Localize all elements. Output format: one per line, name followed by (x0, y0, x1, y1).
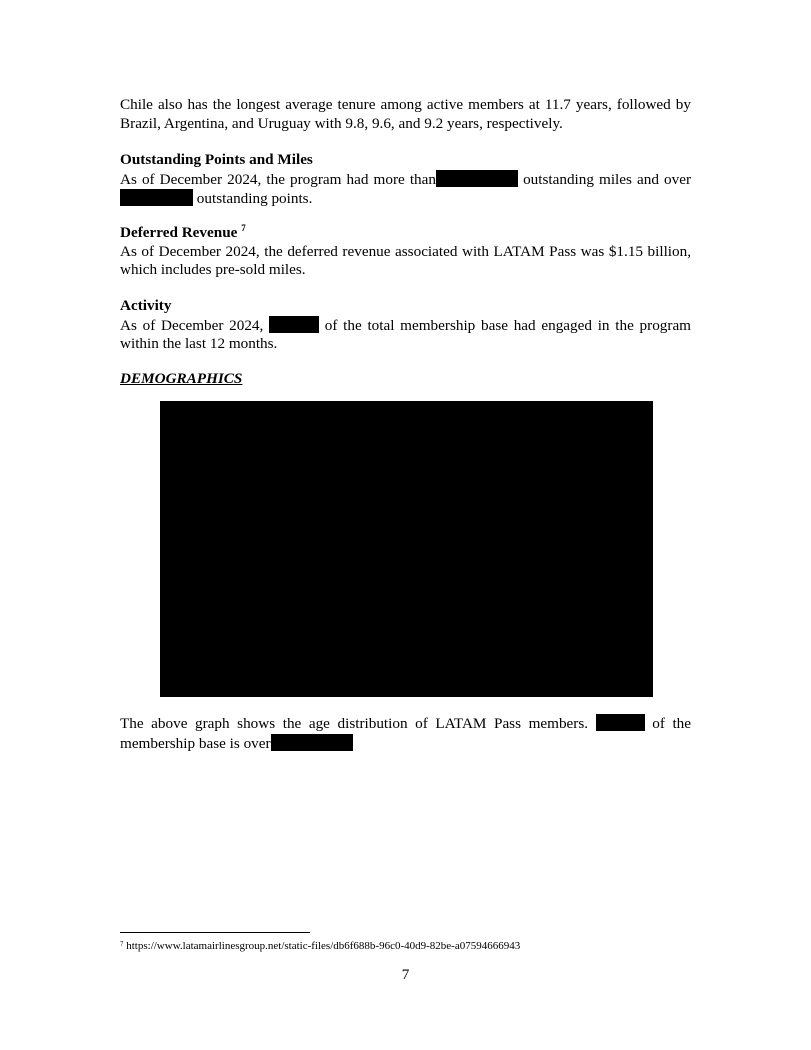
footnote-number: 7 (120, 940, 124, 948)
deferred-paragraph: As of December 2024, the deferred revenue associated with LATAM Pass was $1.15 billion, which includes pre-sold miles. (120, 242, 691, 278)
redaction-box (271, 734, 353, 751)
demographics-heading: DEMOGRAPHICS (120, 370, 243, 387)
footnote-reference: 7 (241, 223, 246, 233)
demographics-section (120, 370, 691, 389)
outstanding-heading: Outstanding Points and Miles (120, 151, 313, 168)
page-number: 7 (401, 966, 410, 983)
caption-text-1: The above graph shows the age distribution of LATAM Pass members. (120, 715, 589, 732)
outstanding-paragraph (120, 170, 691, 209)
outstanding-text-2: outstanding miles and over (523, 170, 691, 188)
footnote (120, 939, 520, 953)
deferred-heading (120, 224, 691, 243)
demographics-caption (120, 714, 691, 753)
outstanding-section (120, 151, 691, 209)
redaction-box (436, 170, 518, 187)
deferred-heading-text: Deferred Revenue (120, 224, 238, 241)
activity-heading: Activity (120, 297, 172, 314)
redacted-age-distribution-graph (160, 401, 653, 697)
redaction-box (120, 189, 193, 206)
redaction-box (269, 316, 319, 333)
caption-text-2: of the membership base is over (120, 715, 691, 752)
redaction-box (596, 714, 645, 731)
footnote-link[interactable]: https://www.latamairlinesgroup.net/static-files/db6f688b-96c0-40d9-82be-a07594666943 (126, 940, 521, 952)
footnote-divider (120, 932, 310, 933)
deferred-section (120, 224, 691, 280)
outstanding-text-3: outstanding points. (196, 190, 313, 207)
activity-paragraph (120, 316, 691, 354)
activity-text-2: of the total membership base had engaged in the program within the last 12 months. (120, 316, 691, 352)
activity-text-1: As of December 2024, (120, 316, 264, 334)
outstanding-text-1: As of December 2024, the program had more than (120, 170, 436, 188)
intro-paragraph: Chile also has the longest average tenure among active members at 11.7 years, followed by Brazil, Argentina, and Uruguay with 9.8, 9.6, and 9.2 years, respectively. (120, 96, 691, 132)
activity-section (120, 297, 691, 354)
